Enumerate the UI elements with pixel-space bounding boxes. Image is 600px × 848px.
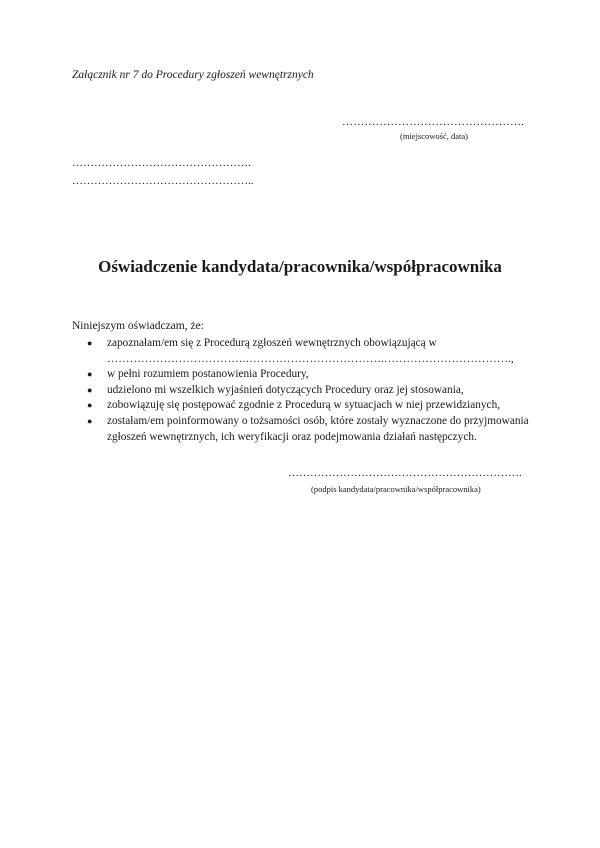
attachment-header: Załącznik nr 7 do Procedury zgłoszeń wewnętrznych bbox=[72, 69, 314, 81]
list-item-text: zobowiązuję się postępować zgodnie z Procedurą w sytuacjach w niej przewidzianych, bbox=[107, 399, 501, 412]
bullet-icon: ● bbox=[87, 384, 93, 395]
list-item-text: zostałam/em poinformowany o tożsamości osób, które zostały wyznaczone do przyjmowania bbox=[107, 414, 529, 427]
place-date-line: …………………………………………. bbox=[342, 116, 525, 128]
signature-line: ………………………………………………………. bbox=[288, 467, 522, 479]
address-line-2: ………………………………………….. bbox=[72, 175, 254, 187]
bullet-icon: ● bbox=[87, 338, 93, 348]
bullet-icon: ● bbox=[87, 400, 93, 411]
signature-label: (podpis kandydata/pracownika/współpracownika) bbox=[311, 484, 481, 494]
list-item-text: udzielono mi wszelkich wyjaśnień dotyczących Procedury oraz jej stosowania, bbox=[107, 383, 464, 396]
list-item-text: ……………………………….……………………………….……………………………., bbox=[107, 352, 514, 365]
list-item-text: zgłoszeń wewnętrznych, ich weryfikacji oraz podejmowania działań następczych. bbox=[107, 430, 477, 443]
list-item-continuation bbox=[72, 352, 542, 368]
declaration-list bbox=[72, 336, 542, 445]
bullet-icon: ● bbox=[87, 415, 93, 426]
list-item-continuation bbox=[72, 430, 542, 446]
document-title: Oświadczenie kandydata/pracownika/współpracownika bbox=[98, 257, 502, 276]
intro-text: Niniejszym oświadczam, że: bbox=[72, 320, 204, 332]
bullet-icon: ● bbox=[87, 369, 93, 380]
list-item bbox=[72, 398, 542, 414]
list-item-text: w pełni rozumiem postanowienia Procedury, bbox=[107, 368, 309, 381]
list-item bbox=[72, 414, 542, 430]
list-item bbox=[72, 336, 542, 352]
place-date-label: (miejscowość, data) bbox=[400, 131, 468, 141]
list-item bbox=[72, 367, 542, 383]
list-item bbox=[72, 383, 542, 399]
list-item-text: zapoznałam/em się z Procedurą zgłoszeń wewnętrznych obowiązującą w bbox=[107, 337, 437, 349]
address-line-1: …………………………………………. bbox=[72, 157, 251, 169]
